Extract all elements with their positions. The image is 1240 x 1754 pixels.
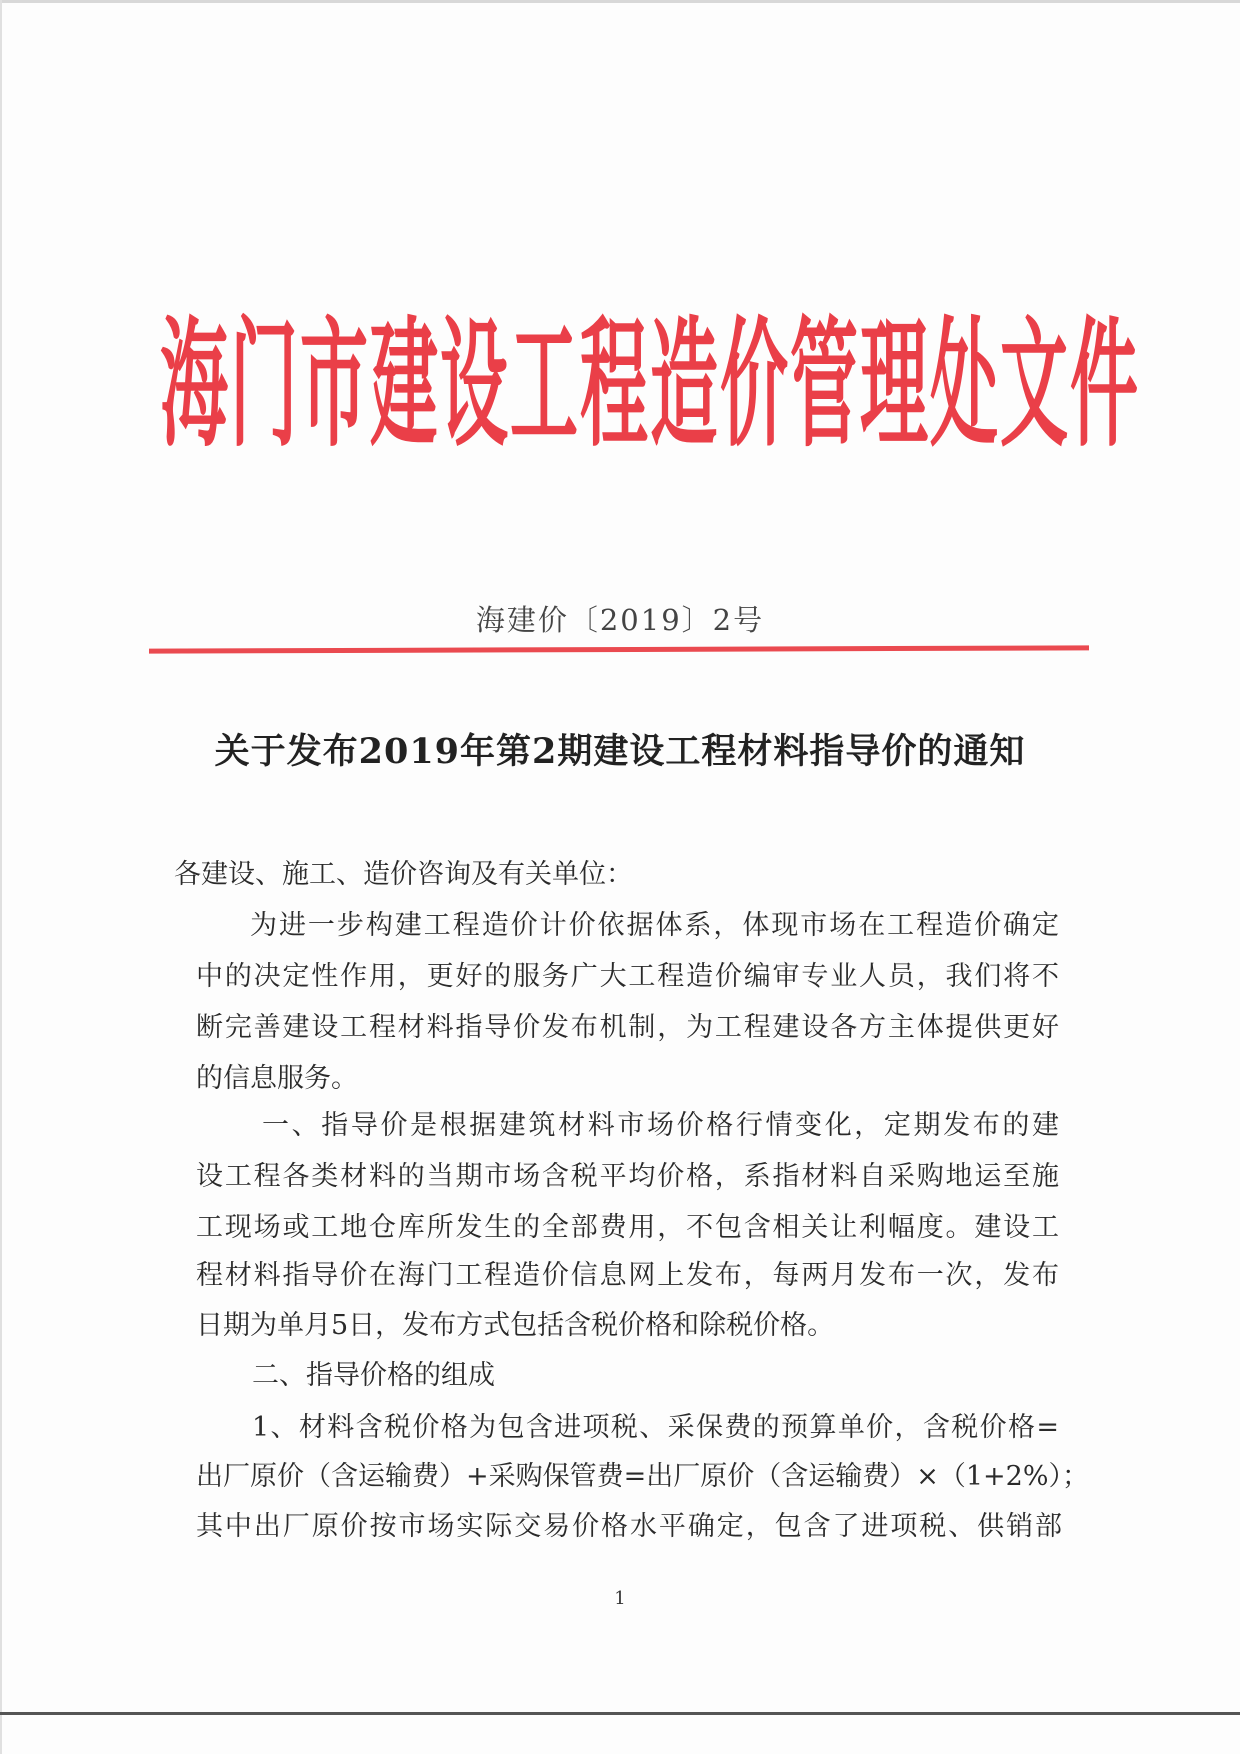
body-line: 1、材料含税价格为包含进项税、采保费的预算单价，含税价格= [252, 1412, 1059, 1443]
page-number: 1 [614, 1588, 626, 1609]
body-line: 其中出厂原价按市场实际交易价格水平确定，包含了进项税、供销部 [196, 1511, 1062, 1542]
scan-edge-bottom [0, 1712, 1240, 1715]
salutation: 各建设、施工、造价咨询及有关单位： [174, 859, 633, 890]
body-line: 工现场或工地仓库所发生的全部费用，不包含相关让利幅度。建设工 [196, 1212, 1059, 1243]
scan-edge-top [0, 0, 1240, 3]
masthead-red-header: 海门市建设工程造价管理处文件 [160, 305, 1141, 468]
body-line: 程材料指导价在海门工程造价信息网上发布，每两月发布一次，发布 [196, 1260, 1059, 1291]
body-line: 断完善建设工程材料指导价发布机制，为工程建设各方主体提供更好 [196, 1012, 1059, 1043]
body-line: 设工程各类材料的当期市场含税平均价格，系指材料自采购地运至施 [196, 1161, 1059, 1192]
body-line: 为进一步构建工程造价计价依据体系，体现市场在工程造价确定 [250, 910, 1059, 941]
section-heading: 二、指导价格的组成 [252, 1360, 495, 1391]
body-line: 日期为单月5日，发布方式包括含税价格和除税价格。 [196, 1310, 835, 1341]
scan-edge-left [0, 0, 2, 1754]
body-line: 一、指导价是根据建筑材料市场价格行情变化，定期发布的建 [262, 1110, 1059, 1141]
document-number: 海建价〔2019〕2号 [475, 603, 765, 637]
body-line: 中的决定性作用，更好的服务广大工程造价编审专业人员，我们将不 [196, 961, 1059, 992]
body-line: 的信息服务。 [196, 1063, 358, 1094]
red-divider-line [149, 645, 1089, 653]
document-title: 关于发布2019年第2期建设工程材料指导价的通知 [214, 731, 1026, 772]
body-line: 出厂原价（含运输费）+采购保管费=出厂原价（含运输费）×（1+2%）； [196, 1461, 1090, 1492]
